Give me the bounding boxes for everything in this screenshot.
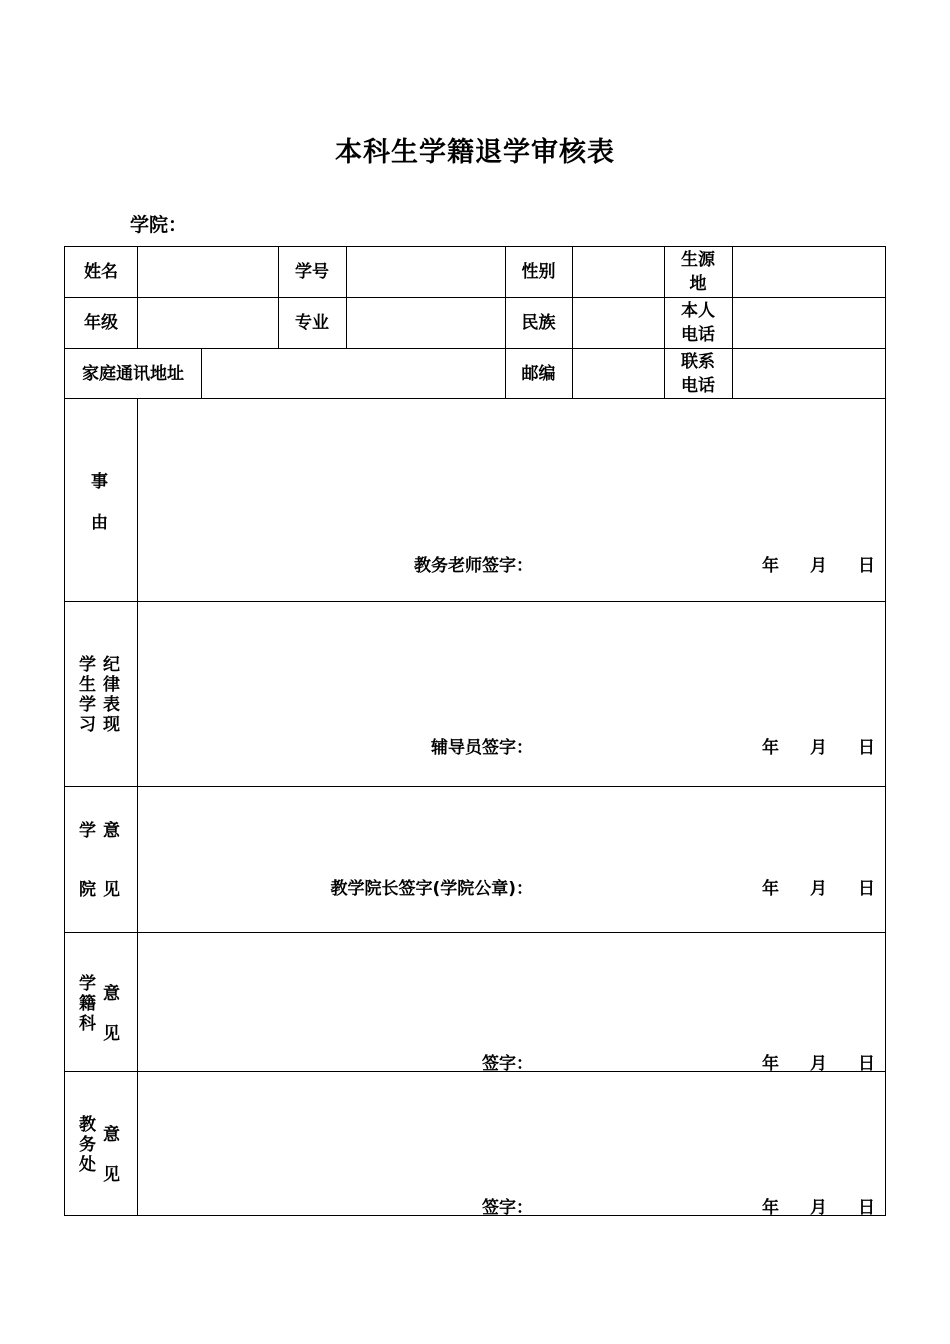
academic-affairs-label-col-1: 教务处 — [79, 1115, 96, 1175]
day-label: 日 — [858, 1054, 875, 1074]
reason-signature-label: 教务老师签字： — [414, 556, 533, 576]
day-label: 日 — [858, 738, 875, 758]
registry-signature-label: 签字： — [482, 1054, 533, 1074]
academic-affairs-label-col-2: 意见 — [103, 1125, 120, 1185]
discipline-label-col-1: 学生学习 — [79, 655, 96, 735]
college-opinion-label-2b: 见 — [103, 880, 120, 900]
academic-affairs-signature-label: 签字： — [482, 1198, 533, 1218]
address-label: 家庭通讯地址 — [82, 363, 184, 384]
phone-label: 本人电话 — [681, 301, 715, 345]
grade-label: 年级 — [84, 313, 118, 333]
gender-label: 性别 — [521, 262, 556, 282]
day-label: 日 — [858, 879, 875, 899]
year-label: 年 — [762, 1198, 779, 1218]
ethnicity-label: 民族 — [521, 313, 556, 333]
discipline-label-col-2: 纪律表现 — [103, 655, 120, 735]
college-opinion-label-1b: 意 — [103, 821, 120, 841]
origin-label: 生源地 — [681, 250, 715, 294]
major-label: 专业 — [295, 313, 329, 333]
day-label: 日 — [858, 556, 875, 576]
registry-label-col-1: 学籍科 — [79, 974, 96, 1034]
month-label: 月 — [810, 1054, 827, 1074]
month-label: 月 — [810, 879, 827, 899]
college-opinion-label-1a: 学 — [79, 821, 96, 841]
college-label: 学院： — [130, 214, 188, 236]
year-label: 年 — [762, 556, 779, 576]
year-label: 年 — [762, 1054, 779, 1074]
month-label: 月 — [810, 738, 827, 758]
day-label: 日 — [858, 1198, 875, 1218]
form-table — [64, 246, 886, 1216]
dean-signature-label: 教学院长签字(学院公章)： — [330, 879, 533, 899]
year-label: 年 — [762, 879, 779, 899]
year-label: 年 — [762, 738, 779, 758]
contact-phone-label: 联系电话 — [681, 351, 715, 396]
name-label: 姓名 — [84, 262, 118, 282]
college-opinion-label-2a: 院 — [79, 880, 96, 900]
student-id-label: 学号 — [295, 262, 329, 282]
month-label: 月 — [810, 1198, 827, 1218]
reason-label-2: 由 — [91, 513, 108, 533]
month-label: 月 — [810, 556, 827, 576]
postcode-label: 邮编 — [521, 363, 556, 384]
reason-label-1: 事 — [91, 472, 108, 492]
registry-label-col-2: 意见 — [103, 984, 120, 1044]
counselor-signature-label: 辅导员签字： — [431, 738, 533, 758]
page-title: 本科生学籍退学审核表 — [335, 137, 615, 168]
